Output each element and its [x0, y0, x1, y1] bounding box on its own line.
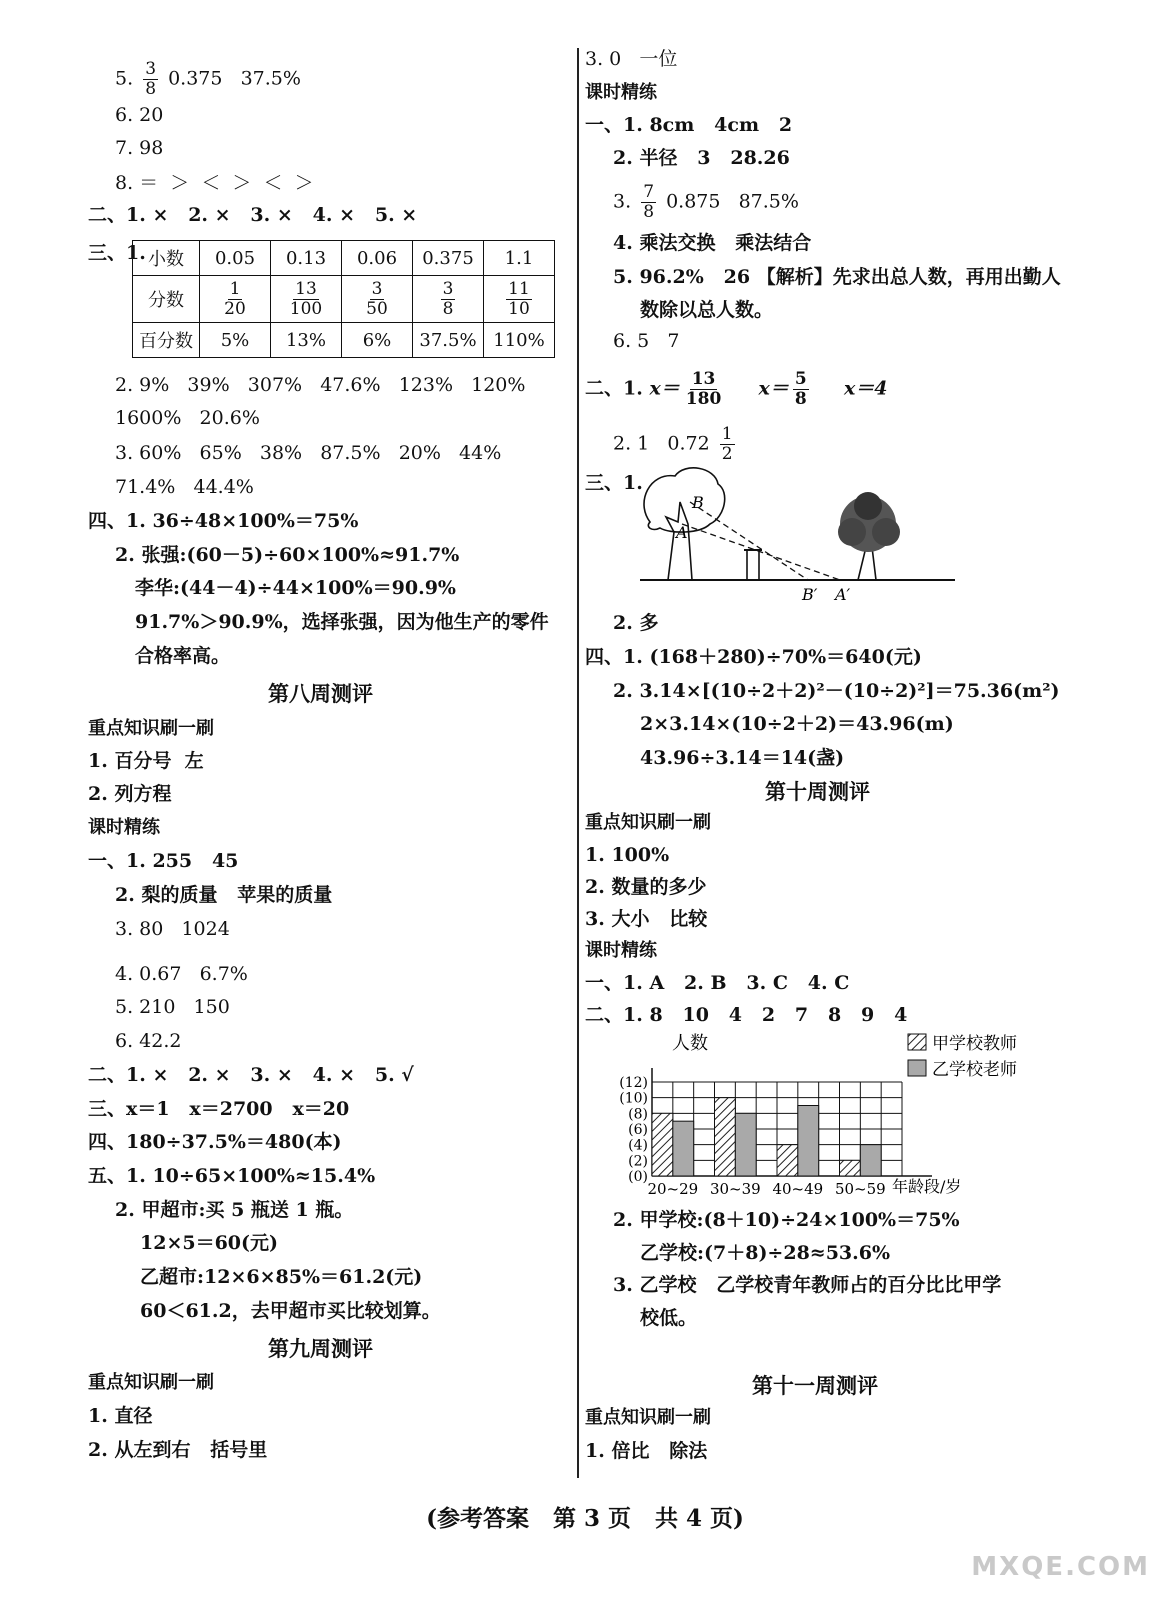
- answer-3-2a: 2. 9% 39% 307% 47.6% 123% 120%: [115, 374, 526, 396]
- week8-key-1: 1. 百分号 左: [88, 750, 204, 772]
- table-header-cell: 分数: [133, 276, 200, 323]
- y-tick-label: (0): [628, 1169, 648, 1185]
- right-1-6: 6. 5 7: [613, 330, 680, 352]
- week9-key-1: 1. 直径: [88, 1405, 153, 1427]
- right-1-5a: 5. 96.2% 26 【解析】先求出总人数，再用出勤人: [613, 266, 1061, 288]
- category-label: 50~59: [834, 1180, 886, 1198]
- legend-swatch-gray: [908, 1060, 926, 1076]
- label-b: B: [692, 493, 704, 512]
- section-four-2c: 91.7%＞90.9%，选择张强，因为他生产的零件: [135, 611, 549, 633]
- y-tick-label: (6): [628, 1122, 648, 1138]
- table-cell: 6%: [342, 323, 413, 358]
- sight-line-a: [682, 524, 840, 580]
- pole: [747, 550, 759, 580]
- table-cell: 0.05: [200, 241, 271, 276]
- table-cell: $\frac{3}{8}$: [413, 276, 484, 323]
- table-cell: $\frac{3}{50}$: [342, 276, 413, 323]
- right-answer-3-0: 3. 0 一位: [585, 48, 678, 70]
- week10-key-1: 1. 100%: [585, 844, 670, 866]
- answer-3-3b: 71.4% 44.4%: [115, 476, 254, 498]
- right-1-2: 2. 半径 3 28.26: [613, 147, 790, 169]
- answer-7: 7. 98: [115, 137, 164, 159]
- legend-label-jia: 甲学校教师: [932, 1034, 1017, 1054]
- table-cell: $\frac{1}{20}$: [200, 276, 271, 323]
- bar-yi-50~59: [860, 1145, 881, 1176]
- right-section-two-2: 2. 1 0.72 $\frac{1}{2}$: [613, 424, 733, 464]
- label-a: A: [676, 523, 688, 542]
- tree-shadow-diagram: [630, 462, 960, 602]
- week10-2-1: 二、1. 8 10 4 2 7 8 9 4: [585, 1004, 908, 1026]
- category-label: 30~39: [709, 1180, 761, 1198]
- answer-3-2b: 1600% 20.6%: [115, 407, 260, 429]
- bar-yi-20~29: [673, 1121, 694, 1176]
- week8-title: 第八周测评: [268, 682, 373, 706]
- table-row: [133, 241, 555, 276]
- section-four-2d: 合格率高。: [135, 645, 231, 667]
- right-1-1: 一、1. 8cm 4cm 2: [585, 114, 793, 136]
- answer-8: 8. ＝ ＞ ＜ ＞ ＜ ＞: [115, 172, 314, 194]
- right-section-four-2: 2. 3.14×[(10÷2＋2)²－(10÷2)²]＝75.36(m²): [613, 680, 1060, 702]
- right-section-four-3: 2×3.14×(10÷2＋2)＝43.96(m): [640, 713, 954, 735]
- right-section-three-label: 三、1.: [585, 472, 643, 494]
- table-cell: 1.1: [484, 241, 555, 276]
- week8-section-five-3: 12×5＝60(元): [140, 1232, 279, 1254]
- week8-1-3: 3. 80 1024: [115, 918, 230, 940]
- y-tick-label: (2): [628, 1153, 648, 1170]
- week10-1: 一、1. A 2. B 3. C 4. C: [585, 972, 850, 994]
- week8-1-1: 一、1. 255 45: [88, 850, 239, 872]
- y-tick-label: (4): [628, 1137, 648, 1154]
- right-1-3: 3. $\frac{7}{8}$ 0.875 87.5%: [613, 182, 799, 222]
- category-label: 40~49: [772, 1180, 824, 1198]
- right-class-heading: 课时精练: [585, 82, 657, 103]
- week8-1-4: 4. 0.67 6.7%: [115, 963, 248, 985]
- chart-legend: [908, 1033, 1017, 1080]
- week8-section-five-2: 2. 甲超市:买 5 瓶送 1 瓶。: [115, 1199, 354, 1221]
- week8-1-6: 6. 42.2: [115, 1030, 182, 1052]
- table-cell: 5%: [200, 323, 271, 358]
- column-divider: [577, 48, 579, 1478]
- week10-2-3: 乙学校:(7＋8)÷28≈53.6%: [640, 1242, 891, 1264]
- week8-section-five-1: 五、1. 10÷65×100%≈15.4%: [88, 1165, 376, 1187]
- chart-ticks: [619, 1075, 648, 1185]
- y-tick-label: (12): [619, 1075, 648, 1091]
- conversion-table: [132, 240, 555, 358]
- bar-yi-40~49: [798, 1106, 819, 1177]
- table-cell: 13%: [271, 323, 342, 358]
- week10-class-heading: 课时精练: [585, 940, 657, 961]
- week8-class-heading: 课时精练: [88, 817, 160, 838]
- bar-jia-20~29: [652, 1113, 673, 1176]
- chart-bars: [652, 1098, 881, 1176]
- week10-2-4: 3. 乙学校 乙学校青年教师占的百分比比甲学: [613, 1274, 1002, 1296]
- answer-5: 5. $\frac{3}{8}$ 0.375 37.5%: [115, 59, 301, 99]
- y-tick-label: (8): [628, 1106, 648, 1123]
- right-section-two-1: 二、1. x＝ $\frac{13}{180}$ x＝ $\frac{5}{8}$ x＝4: [585, 369, 888, 409]
- week9-key-2: 2. 从左到右 括号里: [88, 1439, 268, 1461]
- table-cell: $\frac{11}{10}$: [484, 276, 555, 323]
- legend-label-yi: 乙学校老师: [932, 1060, 1017, 1080]
- section-four-2a: 2. 张强:(60－5)÷60×100%≈91.7%: [115, 544, 460, 566]
- week10-key-heading: 重点知识刷一刷: [585, 812, 711, 833]
- answer-6: 6. 20: [115, 104, 164, 126]
- fraction: $\frac{7}{8}$: [643, 182, 655, 222]
- week9-title: 第九周测评: [268, 1337, 373, 1361]
- week10-title: 第十周测评: [765, 780, 870, 804]
- week8-section-four: 四、180÷37.5%＝480(本): [88, 1131, 342, 1153]
- right-section-three-2: 2. 多: [613, 612, 659, 634]
- week10-2-2: 2. 甲学校:(8＋10)÷24×100%＝75%: [613, 1209, 960, 1231]
- week8-1-5: 5. 210 150: [115, 996, 230, 1018]
- label-a-prime: A′: [835, 585, 851, 602]
- chart-ylabel: 人数: [672, 1033, 708, 1054]
- week11-key-1: 1. 倍比 除法: [585, 1440, 708, 1462]
- table-cell: 0.06: [342, 241, 413, 276]
- chart-xlabel: 年龄段/岁: [892, 1177, 962, 1196]
- week10-key-2: 2. 数量的多少: [585, 876, 707, 898]
- week9-key-heading: 重点知识刷一刷: [88, 1372, 214, 1393]
- table-cell: 37.5%: [413, 323, 484, 358]
- section-four-1: 四、1. 36÷48×100%＝75%: [88, 510, 359, 532]
- right-1-4: 4. 乘法交换 乘法结合: [613, 232, 812, 254]
- section-three-label: 三、1.: [88, 242, 146, 264]
- bar-jia-50~59: [840, 1160, 861, 1176]
- answer-3-3a: 3. 60% 65% 38% 87.5% 20% 44%: [115, 442, 502, 464]
- week11-key-heading: 重点知识刷一刷: [585, 1407, 711, 1428]
- bar-jia-30~39: [715, 1098, 736, 1176]
- fraction: $\frac{3}{8}$: [145, 59, 157, 99]
- legend-swatch-hatch: [908, 1034, 926, 1050]
- y-tick-label: (10): [619, 1090, 648, 1107]
- watermark-logo: MXQE.COM: [971, 1552, 1150, 1582]
- table-row: [133, 276, 555, 323]
- bar-chart: [600, 1030, 1040, 1200]
- category-label: 20~29: [647, 1180, 699, 1198]
- week10-2-5: 校低。: [640, 1307, 698, 1329]
- right-1-5c: 数除以总人数。: [640, 299, 774, 321]
- week11-title: 第十一周测评: [752, 1374, 878, 1398]
- chart-categories: [647, 1180, 885, 1198]
- bar-jia-40~49: [777, 1145, 798, 1176]
- table-header-cell: 小数: [133, 241, 200, 276]
- page-footer: (参考答案 第 3 页 共 4 页): [426, 1505, 744, 1532]
- label-b-prime: B′: [802, 585, 818, 602]
- week8-1-2: 2. 梨的质量 苹果的质量: [115, 884, 333, 906]
- right-section-four-4: 43.96÷3.14＝14(盏): [640, 747, 845, 769]
- table-cell: 110%: [484, 323, 555, 358]
- sight-line-b: [690, 502, 808, 580]
- week8-section-five-5: 60＜61.2，去甲超市买比较划算。: [140, 1300, 441, 1322]
- table-cell: 0.13: [271, 241, 342, 276]
- section-two-answers: 二、1. × 2. × 3. × 4. × 5. ×: [88, 204, 418, 226]
- table-cell: $\frac{13}{100}$: [271, 276, 342, 323]
- week8-section-three: 三、x＝1 x＝2700 x＝20: [88, 1098, 350, 1120]
- bar-yi-30~39: [735, 1113, 756, 1176]
- table-header-cell: 百分数: [133, 323, 200, 358]
- week8-key-heading: 重点知识刷一刷: [88, 718, 214, 739]
- table-row: [133, 323, 555, 358]
- week8-key-2: 2. 列方程: [88, 783, 172, 805]
- week8-section-five-4: 乙超市:12×6×85%＝61.2(元): [140, 1266, 423, 1288]
- small-tree: [838, 492, 900, 580]
- week8-section-two: 二、1. × 2. × 3. × 4. × 5. √: [88, 1064, 414, 1086]
- week10-key-3: 3. 大小 比较: [585, 908, 708, 930]
- table-cell: 0.375: [413, 241, 484, 276]
- right-section-four-1: 四、1. (168＋280)÷70%＝640(元): [585, 646, 922, 668]
- section-four-2b: 李华:(44－4)÷44×100%＝90.9%: [135, 577, 456, 599]
